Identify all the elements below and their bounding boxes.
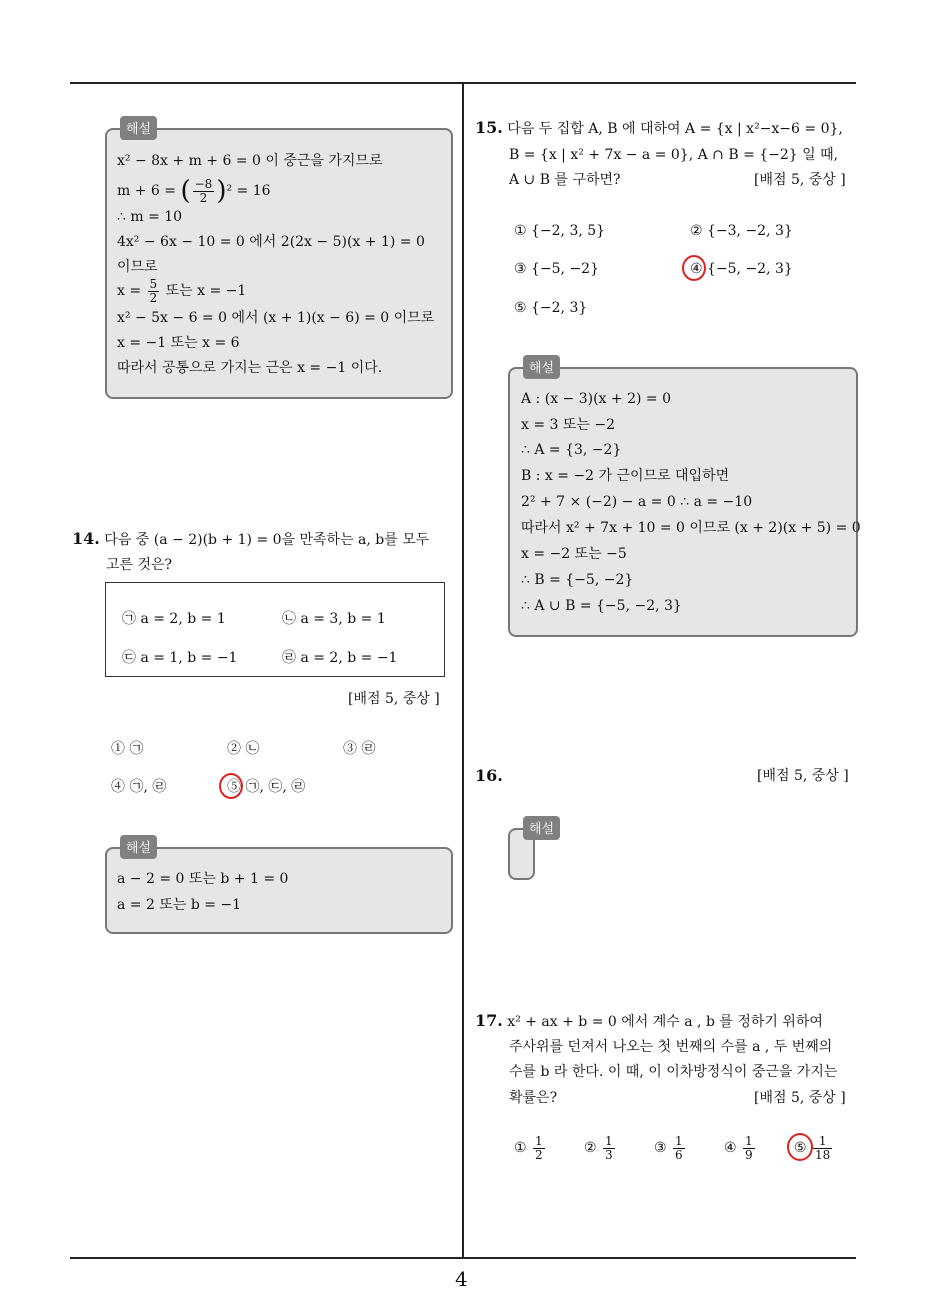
- q14-item-a: ㉠ a = 2, b = 1: [122, 611, 226, 627]
- q14-question-line-2: 고른 것은?: [106, 557, 173, 573]
- q17-choice-5[interactable]: ⑤ $\frac{1}{18}$: [794, 1133, 831, 1162]
- q13-solution-tag: 해설: [120, 116, 157, 140]
- q14-solution-line-2: a = 2 또는 b = −1: [117, 897, 242, 913]
- q14-score: [배점 5, 중상 ]: [348, 691, 440, 707]
- q14-choice-4[interactable]: ④ ㉠, ㉣: [111, 779, 167, 795]
- q14-answer-mark: [219, 773, 243, 799]
- q13-line-2: m + 6 = ( $\frac{-8}{2}$ )² = 16: [117, 176, 271, 206]
- q17-question-line-4: 확률은?: [509, 1090, 558, 1106]
- q17-answer-mark: [787, 1133, 813, 1161]
- q13-line-8: x = −1 또는 x = 6: [117, 335, 240, 351]
- q13-line-1: x² − 8x + m + 6 = 0 이 중근을 가지므로: [117, 153, 383, 169]
- q14-choice-2[interactable]: ② ㉡: [227, 741, 260, 757]
- q14-item-b: ㉡ a = 3, b = 1: [282, 611, 386, 627]
- q13-line-6: x = $\frac{5}{2}$ 또는 x = −1: [117, 276, 247, 305]
- q15-solution-line-1: A : (x − 3)(x + 2) = 0: [521, 391, 671, 407]
- page-number: 4: [455, 1267, 468, 1291]
- q14-choice-1[interactable]: ① ㉠: [111, 741, 144, 757]
- column-divider: [462, 83, 464, 1258]
- q15-solution-line-3: ∴ A = {3, −2}: [521, 442, 622, 458]
- q16-solution-tag: 해설: [523, 816, 560, 840]
- q15-question-line-2: B = {x | x² + 7x − a = 0}, A ∩ B = {−2} 일 때,: [509, 147, 839, 163]
- q15-solution-line-9: ∴ A ∪ B = {−5, −2, 3}: [521, 598, 682, 614]
- q17-choice-4[interactable]: ④ $\frac{1}{9}$: [724, 1133, 753, 1162]
- q15-solution-line-5: 2² + 7 × (−2) − a = 0 ∴ a = −10: [521, 494, 753, 510]
- q17-score: [배점 5, 중상 ]: [754, 1090, 846, 1106]
- q17-choice-2[interactable]: ② $\frac{1}{3}$: [584, 1133, 613, 1162]
- q13-line-9: 따라서 공통으로 가지는 근은 x = −1 이다.: [117, 360, 383, 376]
- q15-solution-line-4: B : x = −2 가 근이므로 대입하면: [521, 468, 730, 484]
- q14-solution-tag: 해설: [120, 835, 157, 859]
- q15-solution-line-7: x = −2 또는 −5: [521, 546, 627, 562]
- q17-question: 17. x² + ax + b = 0 에서 계수 a , b 를 정하기 위하여: [475, 1011, 823, 1030]
- q15-solution-line-6: 따라서 x² + 7x + 10 = 0 이므로 (x + 2)(x + 5) = 0: [521, 520, 861, 536]
- q16-number: 16.: [475, 766, 503, 785]
- q14-item-d: ㉣ a = 2, b = −1: [282, 650, 398, 666]
- q13-line-7: x² − 5x − 6 = 0 에서 (x + 1)(x − 6) = 0 이므로: [117, 310, 435, 326]
- q15-solution-tag: 해설: [523, 355, 560, 379]
- q15-score: [배점 5, 중상 ]: [754, 172, 846, 188]
- q15-choice-5[interactable]: ⑤ {−2, 3}: [514, 300, 588, 316]
- q14-choice-5[interactable]: ⑤ ㉠, ㉢, ㉣: [227, 779, 306, 795]
- q15-choice-3[interactable]: ③ {−5, −2}: [514, 261, 599, 277]
- q13-line-5: 이므로: [117, 259, 158, 275]
- q17-question-line-2: 주사위를 던져서 나오는 첫 번째의 수를 a , 두 번째의: [509, 1039, 833, 1055]
- q17-question-line-3: 수를 b 라 한다. 이 때, 이 이차방정식이 중근을 가지는: [509, 1064, 838, 1080]
- q13-line-4: 4x² − 6x − 10 = 0 에서 2(2x − 5)(x + 1) = 0: [117, 234, 425, 250]
- q17-choice-1[interactable]: ① $\frac{1}{2}$: [514, 1133, 543, 1162]
- q15-question: 15. 다음 두 집합 A, B 에 대하여 A = {x | x²−x−6 = 0},: [475, 118, 843, 137]
- q15-solution-line-8: ∴ B = {−5, −2}: [521, 572, 634, 588]
- q15-choice-1[interactable]: ① {−2, 3, 5}: [514, 223, 606, 239]
- q14-solution-line-1: a − 2 = 0 또는 b + 1 = 0: [117, 871, 289, 887]
- q13-line-3: ∴ m = 10: [117, 209, 183, 225]
- q15-answer-mark: [682, 255, 706, 281]
- q14-item-c: ㉢ a = 1, b = −1: [122, 650, 238, 666]
- q17-choice-3[interactable]: ③ $\frac{1}{6}$: [654, 1133, 683, 1162]
- q15-choice-2[interactable]: ② {−3, −2, 3}: [690, 223, 793, 239]
- q14-question: 14. 다음 중 (a − 2)(b + 1) = 0을 만족하는 a, b를 모두: [72, 529, 430, 548]
- q15-question-line-3: A ∪ B 를 구하면?: [509, 172, 621, 188]
- q16-score: [배점 5, 중상 ]: [757, 768, 849, 784]
- q14-solution-box: [105, 847, 453, 934]
- q14-choice-3[interactable]: ③ ㉣: [343, 741, 376, 757]
- q15-choice-4[interactable]: ④ {−5, −2, 3}: [690, 261, 793, 277]
- q15-solution-line-2: x = 3 또는 −2: [521, 417, 616, 433]
